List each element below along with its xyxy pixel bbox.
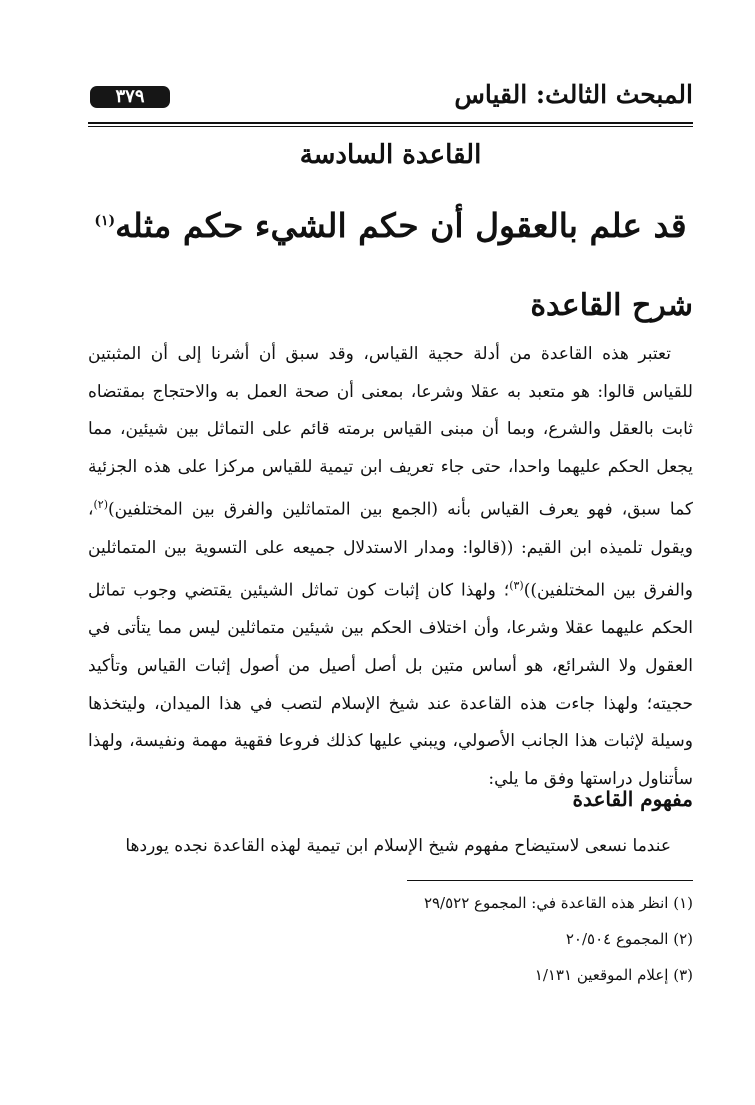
footnote-ref-2: (٢)	[93, 498, 109, 512]
rule-statement-text: قد علم بالعقول أن حكم الشيء حكم مثله	[115, 206, 687, 245]
paragraph-text-2: ، ويقول تلميذه ابن القيم: ((قالوا: ومدار الاستدلال جميعه على التسوية بين المتماثلين والفرق بين المختلفين))	[88, 500, 693, 601]
page-header	[88, 78, 693, 122]
running-head: المبحث الثالث: القياس	[454, 80, 693, 109]
section-title: شرح القاعدة	[530, 288, 693, 323]
footnote-2: (٢) المجموع ٢٠/٥٠٤	[565, 930, 693, 948]
concept-heading: مفهوم القاعدة	[572, 787, 693, 811]
page-number-badge: ٣٧٩	[90, 86, 170, 108]
header-divider	[88, 122, 693, 124]
footnote-divider	[407, 880, 693, 881]
footnote-ref-3: (٣)	[509, 579, 524, 593]
explanation-paragraph	[88, 336, 693, 798]
paragraph-text-3: ؛ ولهذا كان إثبات كون تماثل الشيئين يقتضي وجوب تماثل الحكم عليهما عقلا وشرعا، وأن اختلاف الحكم بين شيئين متماثلين ليس مما يتأتى في العقول ولا الشرائع، هو أساس متين بل أصل أصيل من أصول إثبات القياس وتأكيد حجيته؛ ولهذا جاءت هذه القاعدة عند شيخ الإسلام لتصب في هذا الميدان، وليتخذها وسيلة لإثبات هذا الجانب الأصولي، ويبني عليها كذلك فروعا فقهية مهمة ونفيسة، ولهذا سأتناول دراستها وفق ما يلي:	[88, 580, 693, 789]
footnote-3: (٣) إعلام الموقعين ١/١٣١	[534, 966, 693, 984]
footnote-ref-1: (١)	[94, 213, 116, 229]
header-divider-thin	[88, 126, 693, 127]
footnotes	[88, 893, 693, 1001]
footnote-1: (١) انظر هذه القاعدة في: المجموع ٢٩/٥٢٢	[423, 894, 693, 912]
rule-title: القاعدة السادسة	[299, 140, 482, 170]
paragraph-text-1: تعتبر هذه القاعدة من أدلة حجية القياس، وقد سبق أن أشرنا إلى أن المثبتين للقياس قالوا: هو متعبد به عقلا وشرعا، بمعنى أن صحة العمل به والاحتجاج بمقتضاه ثابت بالعقل والشرع، وبما أن مبنى القياس برمته قائم على التماثل بين شيئين، مما يجعل الحكم عليهما واحدا، حتى جاء تعريف ابن تيمية للقياس مركزا على هذه الجزئية كما سبق، فهو يعرف القياس بأنه (الجمع بين المتماثلين والفرق بين المختلفين)	[88, 344, 693, 521]
concept-paragraph: عندما نسعى لاستيضاح مفهوم شيخ الإسلام ابن تيمية لهذه القاعدة نجده يوردها	[125, 836, 671, 856]
rule-statement	[88, 206, 693, 245]
